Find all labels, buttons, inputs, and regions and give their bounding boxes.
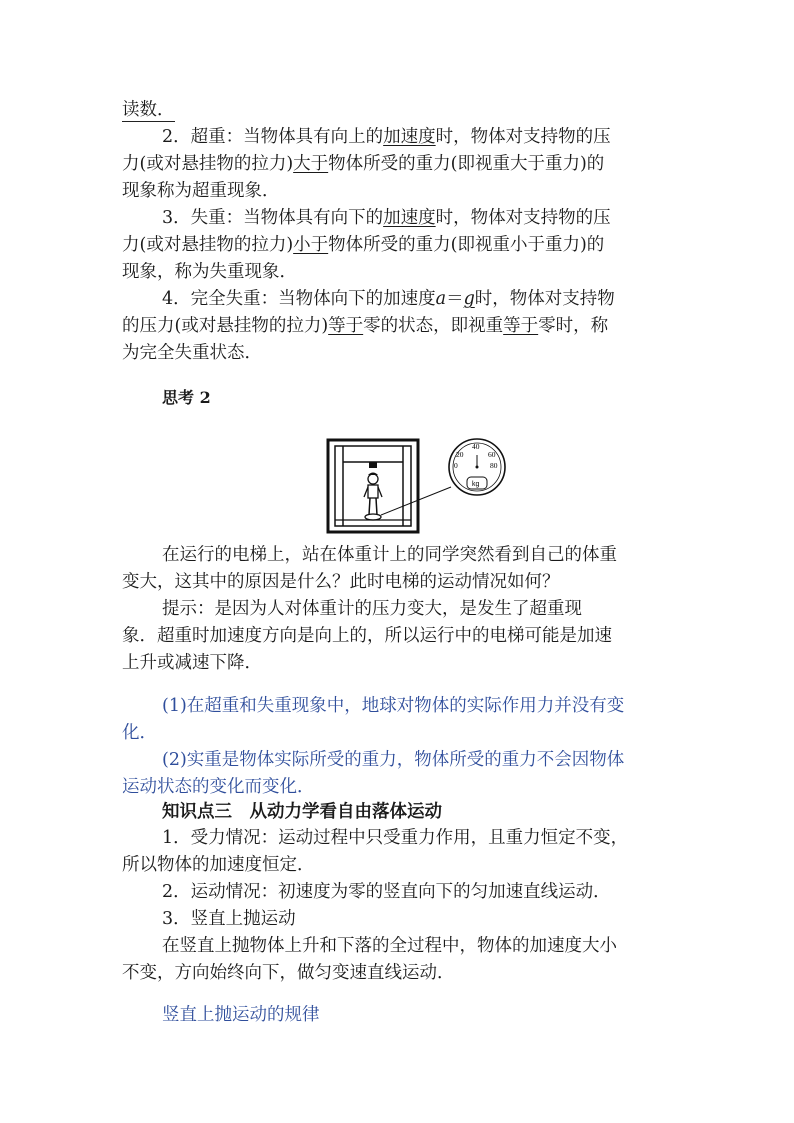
elevator-scale-figure	[325, 435, 515, 535]
think-heading: 思考 2	[162, 388, 211, 407]
line-weightless-2: 力(或对悬挂物的拉力)小于物体所受的重力(即视重小于重力)的	[122, 235, 605, 255]
question-line-2: 变大，这其中的原因是什么？此时电梯的运动情况如何？	[122, 572, 560, 592]
section-heading-free-fall: 知识点三 从动力学看自由落体运动	[162, 802, 442, 822]
tick-40: 40	[472, 442, 480, 451]
free-fall-line-2: 所以物体的加速度恒定．	[122, 855, 315, 875]
free-fall-line-3: 2．运动情况：初速度为零的竖直向下的匀加速直线运动．	[162, 882, 611, 902]
free-fall-line-5: 在竖直上抛物体上升和下落的全过程中，物体的加速度大小	[162, 936, 617, 956]
note-line-3: (2)实重是物体实际所受的重力，物体所受的重力不会因物体	[162, 750, 625, 770]
tick-60: 60	[488, 450, 496, 459]
note-line-4: 运动状态的变化而变化．	[122, 777, 315, 797]
line-overweight-3: 现象称为超重现象．	[122, 181, 280, 201]
question-line-1: 在运行的电梯上，站在体重计上的同学突然看到自己的体重	[162, 545, 617, 565]
note-line-1: (1)在超重和失重现象中，地球对物体的实际作用力并没有变	[162, 696, 625, 716]
unit-kg: kg	[472, 481, 480, 488]
line-weightless-3: 现象，称为失重现象．	[122, 262, 297, 282]
line-complete-weightless-1: 4．完全失重：当物体向下的加速度a＝g时，物体对支持物	[162, 289, 615, 309]
hint-line-3: 上升或减速下降．	[122, 653, 262, 673]
line-overweight-2: 力(或对悬挂物的拉力)大于物体所受的重力(即视重大于重力)的	[122, 154, 605, 174]
free-fall-line-1: 1．受力情况：运动过程中只受重力作用，且重力恒定不变，	[162, 828, 629, 848]
line-overweight-1: 2．超重：当物体具有向上的加速度时，物体对支持物的压	[162, 127, 611, 147]
hint-line-2: 象．超重时加速度方向是向上的，所以运行中的电梯可能是加速	[122, 626, 612, 646]
line-complete-weightless-3: 为完全失重状态．	[122, 343, 262, 363]
free-fall-line-4: 3．竖直上抛运动	[162, 909, 296, 929]
line-complete-weightless-2: 的压力(或对悬挂物的拉力)等于零的状态，即视重等于零时，称	[122, 316, 609, 336]
vertical-throw-heading: 竖直上抛运动的规律	[162, 1005, 320, 1025]
line-reading: 读数．	[122, 100, 175, 120]
tick-0: 0	[454, 461, 458, 470]
note-line-2: 化．	[122, 723, 157, 743]
line-weightless-1: 3．失重：当物体具有向下的加速度时，物体对支持物的压	[162, 208, 611, 228]
hint-line-1: 提示：是因为人对体重计的压力变大，是发生了超重现	[162, 599, 582, 619]
free-fall-line-6: 不变，方向始终向下，做匀变速直线运动．	[122, 963, 455, 983]
tick-20: 20	[456, 450, 464, 459]
tick-80: 80	[490, 461, 498, 470]
